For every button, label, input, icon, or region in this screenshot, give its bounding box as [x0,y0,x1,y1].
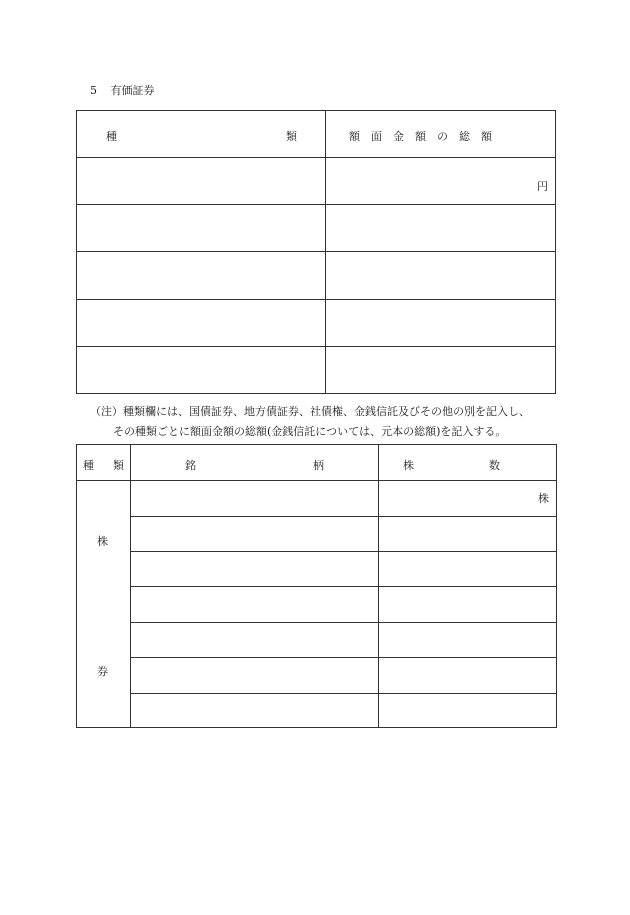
securities-table [76,110,556,394]
kind-cell[interactable] [77,300,325,346]
amount-cell[interactable] [326,347,555,393]
shares-cell[interactable] [379,481,556,516]
header-shares-left: 株 [403,459,414,472]
kind-cell[interactable] [77,252,325,299]
name-cell[interactable] [131,481,378,516]
name-cell[interactable] [131,623,378,657]
kind-label-stock: 株 [97,535,108,548]
header-shares-right: 数 [489,459,500,472]
amount-cell[interactable] [326,252,555,299]
amount-cell[interactable] [326,300,555,346]
note-text-1: 種類欄には、国債証券、地方債証券、社債権、金銭信託及びその他の別を記入し、 [123,405,530,418]
note [90,402,560,442]
shares-cell[interactable] [379,517,556,551]
kind-cell[interactable] [77,347,325,393]
name-cell[interactable] [131,552,378,586]
section-title [90,84,155,98]
unit-yen: 円 [537,180,548,193]
header-name-left: 銘 [185,459,196,472]
shares-cell[interactable] [379,623,556,657]
header-kind-right: 類 [113,459,124,472]
header-name-right: 柄 [313,459,324,472]
header-kind-left: 種 [83,459,94,472]
name-cell[interactable] [131,694,378,727]
kind-cell[interactable] [77,205,325,251]
note-lead: （注） [90,405,123,418]
shares-cell[interactable] [379,552,556,586]
header-face-value-total: 額面金額の総額 [349,130,503,143]
name-cell[interactable] [131,517,378,551]
amount-cell[interactable] [326,205,555,251]
shares-cell[interactable] [379,658,556,693]
shares-cell[interactable] [379,587,556,622]
shares-cell[interactable] [379,694,556,727]
name-cell[interactable] [131,587,378,622]
header-kind-left: 種 [106,130,117,143]
note-text-2: その種類ごとに額面金額の総額(金銭信託については、元本の総額)を記入する。 [113,425,507,438]
stock-table [76,444,557,728]
kind-label-certificate: 券 [97,665,108,678]
unit-shares: 株 [538,492,549,505]
kind-cell[interactable] [77,158,325,204]
section-number: 5 [90,84,97,97]
note-line-1 [90,402,560,422]
section-title-text: 有価証券 [110,84,155,97]
amount-cell[interactable] [326,158,555,204]
name-cell[interactable] [131,658,378,693]
header-kind-right: 類 [286,130,297,143]
